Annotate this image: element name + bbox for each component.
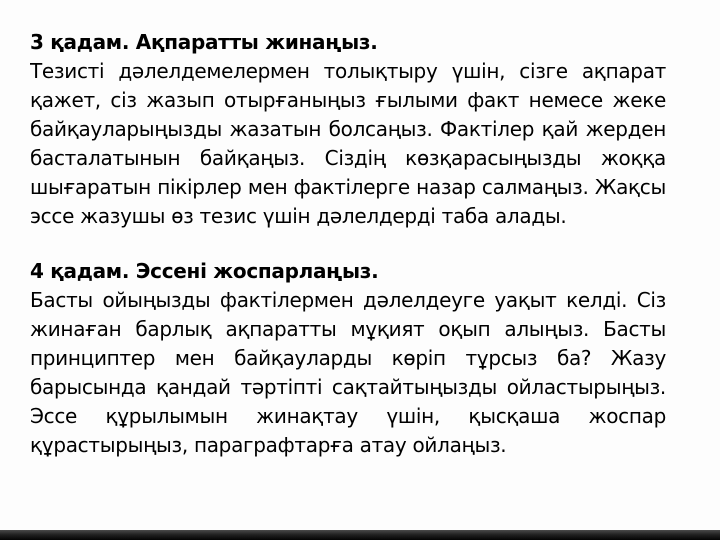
slide-text-block	[30, 28, 666, 460]
step3-line: Тезисті дәлелдемелермен толықтыру үшін, сізге ақпарат	[30, 59, 666, 83]
step4-line: Басты ойыңызды фактілермен дәлелдеуге уақыт келді. Сіз	[30, 288, 666, 312]
step3-line: қажет, сіз жазып отырғаныңыз ғылыми факт немесе жеке	[30, 88, 666, 112]
step3-line: басталатынын байқаңыз. Сіздің көзқарасыңызды жоққа	[30, 146, 666, 170]
step4-line: жинаған барлық ақпаратты мұқият оқып алыңыз. Басты	[30, 317, 666, 341]
paragraph-spacer	[30, 231, 666, 257]
step3-line: байқауларыңызды жазатын болсаңыз. Фактілер қай жерден	[30, 117, 666, 141]
step4-line: барысында қандай тәртіпті сақтайтыңызды ойластырыңыз.	[30, 375, 666, 399]
step4-heading: 4 қадам. Эссені жоспарлаңыз.	[30, 259, 379, 283]
step4-line: Эссе құрылымын жинақтау үшін, қысқаша жоспар	[30, 404, 666, 428]
step3-heading: 3 қадам. Ақпаратты жинаңыз.	[30, 30, 378, 54]
slide-bottom-bar	[0, 530, 720, 540]
step3-line: эссе жазушы өз тезис үшін дәлелдерді таба алады.	[30, 204, 567, 228]
step4-line: құрастырыңыз, параграфтарға атау ойлаңыз.	[30, 433, 507, 457]
step3-line: шығаратын пікірлер мен фактілерге назар салмаңыз. Жақсы	[30, 175, 666, 199]
step4-line: принциптер мен байқауларды көріп тұрсыз ба? Жазу	[30, 346, 666, 370]
